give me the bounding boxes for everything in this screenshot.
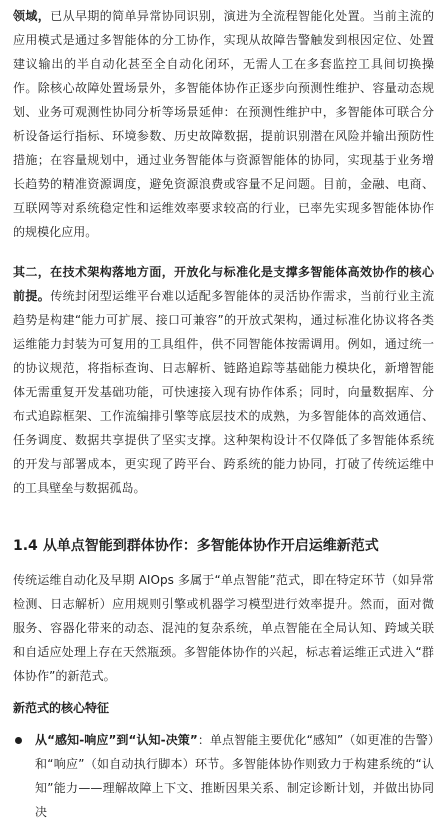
subheading: 新范式的核心特征: [13, 701, 110, 715]
section-title: 从单点智能到群体协作：多智能体协作开启运维新范式: [42, 538, 379, 554]
paragraph-2-lead: 其二，在技术架构落地方面，开放化与标准化是支撑多智能体高效协作的核心前提。: [13, 265, 434, 303]
bullet-item-lead: 从“感知-响应”到“认知-决策”: [35, 733, 198, 747]
paragraph-3: 传统运维自动化及早期 AIOps 多属于“单点智能”范式，即在特定环节（如异常检测、日志解析）应用规则引擎或机器学习模型进行效率提升。然而，面对微服务、容器化带来的动态、混沌的复杂系统，单点智能在全局认知、跨域关联和自适应处理上存在天然瓶颈。多智能体协作的兴起，标志着运维正式进入“群体协作”的新范式。: [13, 573, 434, 683]
paragraph-1-lead: 领域，: [13, 9, 51, 23]
bullet-item-text: ：单点智能主要优化“感知”（如更准的告警）和“响应”（如自动执行脚本）环节。多智能体协作则致力于构建系统的“认知”能力——理解故障上下文、推断因果关系、制定诊断计划，并做出协同决: [35, 733, 434, 819]
paragraph-1: [13, 4, 434, 244]
paragraph-2: [13, 260, 434, 500]
section-heading: [13, 534, 434, 558]
paragraph-1-text: 已从早期的简单异常协同识别，演进为全流程智能化处置。当前主流的应用模式是通过多智能体的分工协作，实现从故障告警触发到根因定位、处置建议输出的半自动化甚至全自动化闭环，无需人工在多套监控工具间切换操作。除核心故障处置场景外，多智能体协作正逐步向预测性维护、容量动态规划、业务可观测性协同分析等场景延伸：在预测性维护中，多智能体可联合分析设备运行指标、环境参数、历史故障数据，提前识别潜在风险并输出预防性措施；在容量规划中，通过业务智能体与资源智能体的协同，实现基于业务增长趋势的精准资源调度，避免资源浪费或容量不足问题。目前，金融、电商、互联网等对系统稳定性和运维效率要求较高的行业，已率先实现多智能体协作的规模化应用。: [13, 9, 434, 239]
section-number: 1.4: [13, 538, 38, 554]
bullet-dot-icon: [15, 737, 22, 744]
bullet-item: [13, 728, 434, 824]
paragraph-2-text: 传统封闭型运维平台难以适配多智能体的灵活协作需求，当前行业主流趋势是构建“能力可扩展、接口可兼容”的开放式架构，通过标准化协议将各类运维能力封装为可复用的工具组件，供不同智能体按需调用。例如，通过统一的协议规范，将指标查询、日志解析、链路追踪等基础能力模块化，新增智能体无需重复开发基础功能，可快速接入现有协作体系；同时，向量数据库、分布式追踪框架、工作流编排引擎等底层技术的成熟，为多智能体的高效通信、任务调度、数据共享提供了坚实支撑。这种架构设计不仅降低了多智能体系统的开发与部署成本，更实现了跨平台、跨系统的能力协同，打破了传统运维中的工具壁垒与数据孤岛。: [13, 289, 434, 495]
